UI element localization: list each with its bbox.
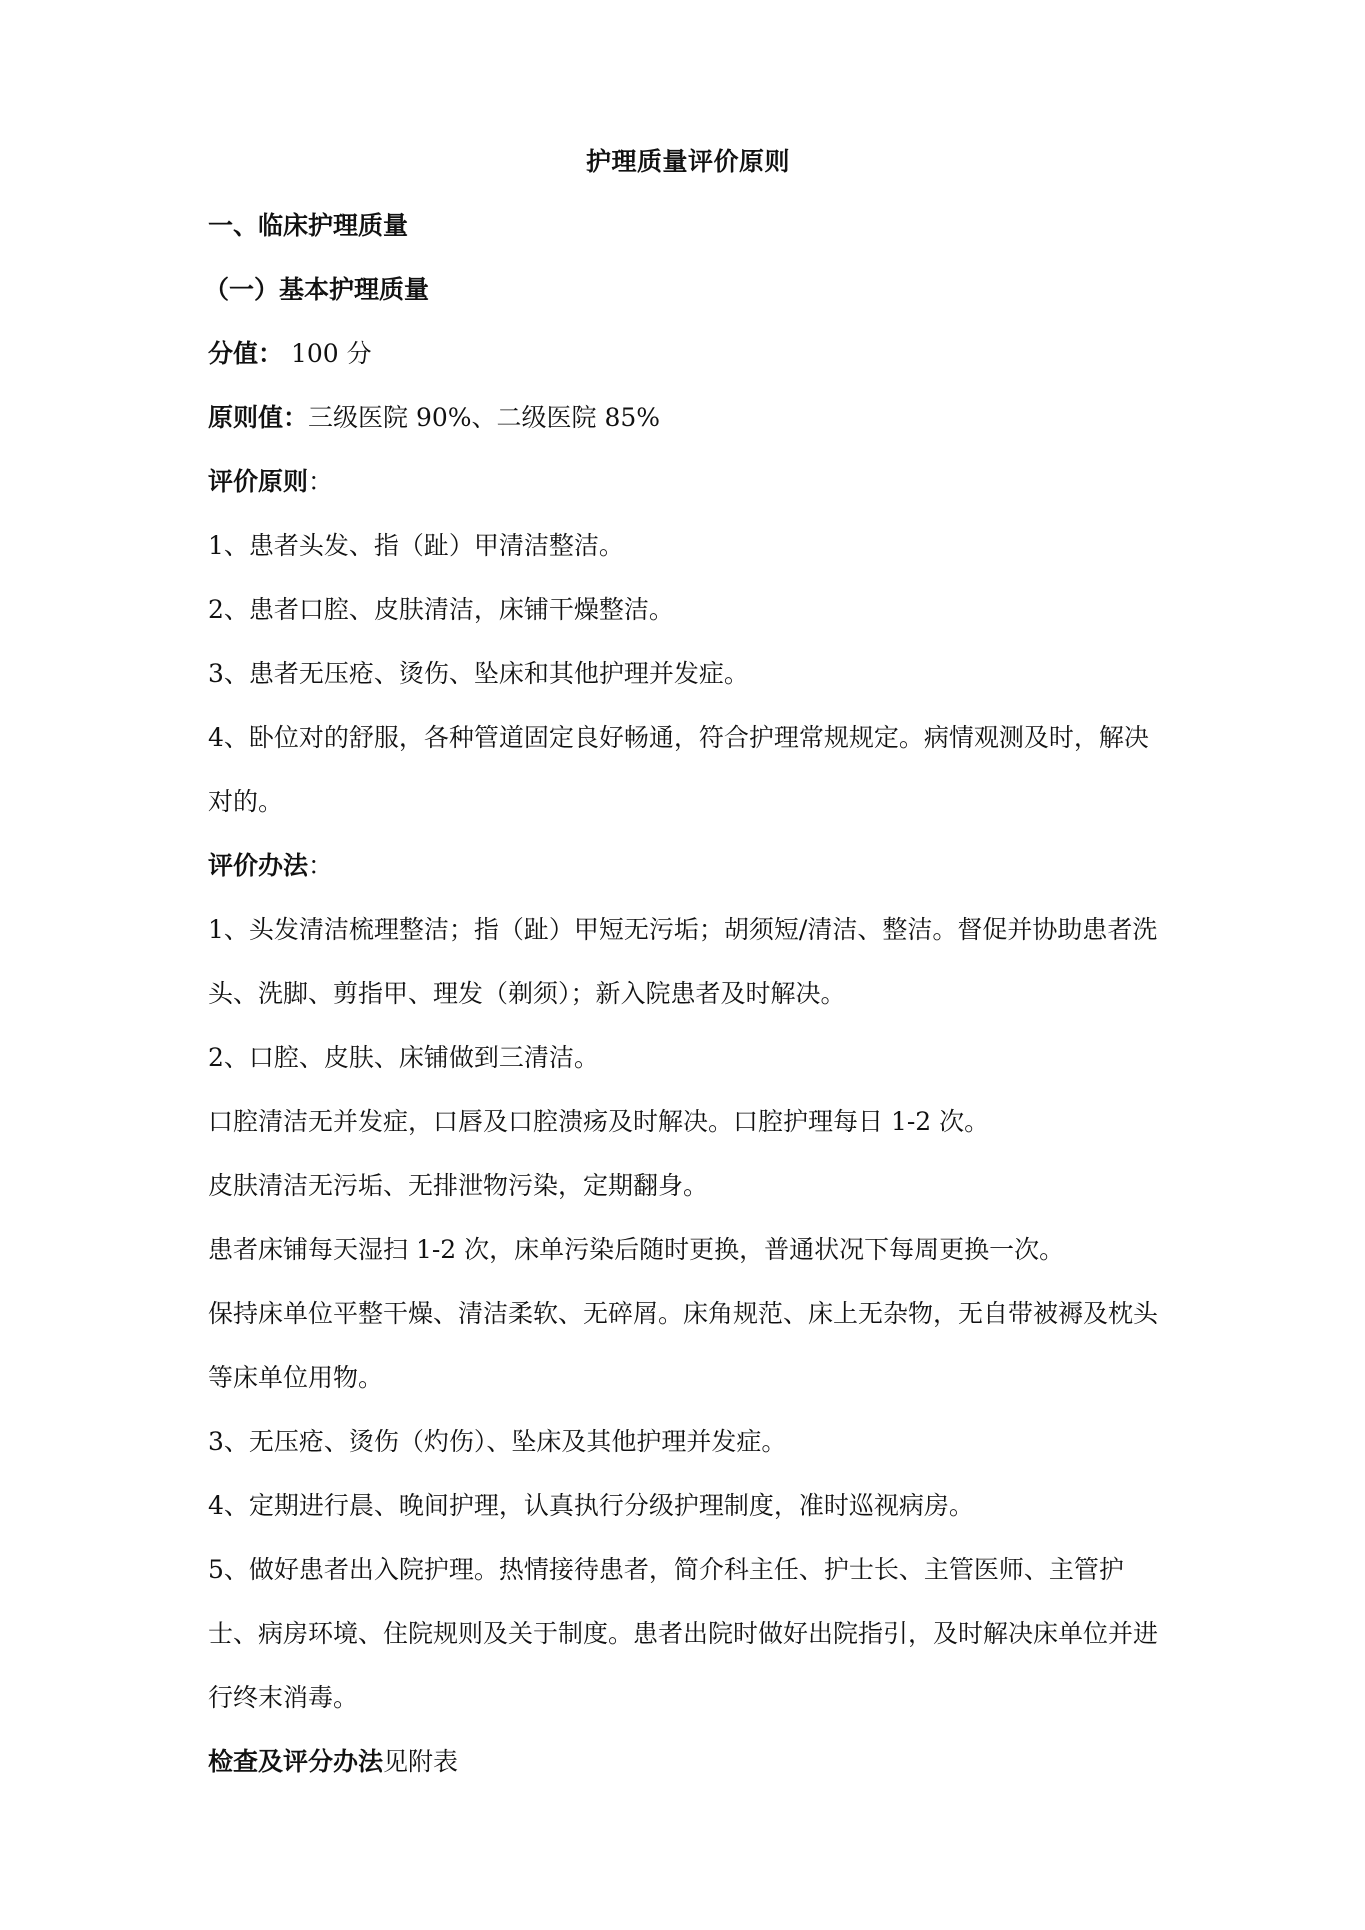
- method-item: 5、做好患者出入院护理。热情接待患者，简介科主任、护士长、主管医师、主管护士、病房环境、住院规则及关于制度。患者出院时做好出院指引，及时解决床单位并进行终末消毒。: [208, 1555, 1159, 1712]
- standard-value: 三级医院 90%、二级医院 85%: [308, 403, 661, 432]
- criteria-heading: [208, 462, 1168, 502]
- method-item: 保持床单位平整干燥、清洁柔软、无碎屑。床角规范、床上无杂物，无自带被褥及枕头等床单位用物。: [208, 1299, 1159, 1392]
- method-item: 3、无压疮、烫伤（灼伤）、坠床及其他护理并发症。: [208, 1427, 787, 1456]
- score-label: 分值：: [208, 339, 284, 368]
- subsection-heading: （一）基本护理质量: [204, 275, 430, 304]
- criteria-item: 4、卧位对的舒服，各种管道固定良好畅通，符合护理常规规定。病情观测及时，解决对的。: [208, 723, 1149, 816]
- footer-rest: 见附表: [383, 1747, 459, 1776]
- document-title: 护理质量评价原则: [585, 147, 790, 176]
- method-item: 1、头发清洁梳理整洁；指（趾）甲短无污垢；胡须短/清洁、整洁。督促并协助患者洗头、洗脚、剪指甲、理发（剃须）；新入院患者及时解决。: [208, 915, 1158, 1008]
- document-body: [204, 142, 1168, 1806]
- criteria-item: 3、患者无压疮、烫伤、坠床和其他护理并发症。: [208, 659, 749, 688]
- method-label: 评价办法: [208, 851, 309, 880]
- standard-line: [208, 398, 1168, 438]
- standard-label: 原则值：: [208, 403, 309, 432]
- score-value: 100 分: [290, 339, 372, 368]
- footer-bold: 检查及评分办法: [208, 1747, 384, 1776]
- method-item: 患者床铺每天湿扫 1-2 次，床单污染后随时更换，普通状况下每周更换一次。: [208, 1235, 1065, 1264]
- method-item: 4、定期进行晨、晚间护理，认真执行分级护理制度，准时巡视病房。: [208, 1491, 974, 1520]
- criteria-item: 1、患者头发、指（趾）甲清洁整洁。: [208, 531, 624, 560]
- section-heading: 一、临床护理质量: [208, 211, 409, 240]
- method-colon: ：: [308, 851, 334, 880]
- score-line: [208, 334, 1168, 374]
- footer-line: [208, 1742, 1168, 1782]
- criteria-colon: ：: [308, 467, 334, 496]
- method-item: 口腔清洁无并发症，口唇及口腔溃疡及时解决。口腔护理每日 1-2 次。: [208, 1107, 990, 1136]
- criteria-label: 评价原则: [208, 467, 309, 496]
- method-heading: [208, 846, 1168, 886]
- method-item: 2、口腔、皮肤、床铺做到三清洁。: [208, 1043, 599, 1072]
- criteria-item: 2、患者口腔、皮肤清洁，床铺干燥整洁。: [208, 595, 674, 624]
- method-item: 皮肤清洁无污垢、无排泄物污染，定期翻身。: [208, 1171, 709, 1200]
